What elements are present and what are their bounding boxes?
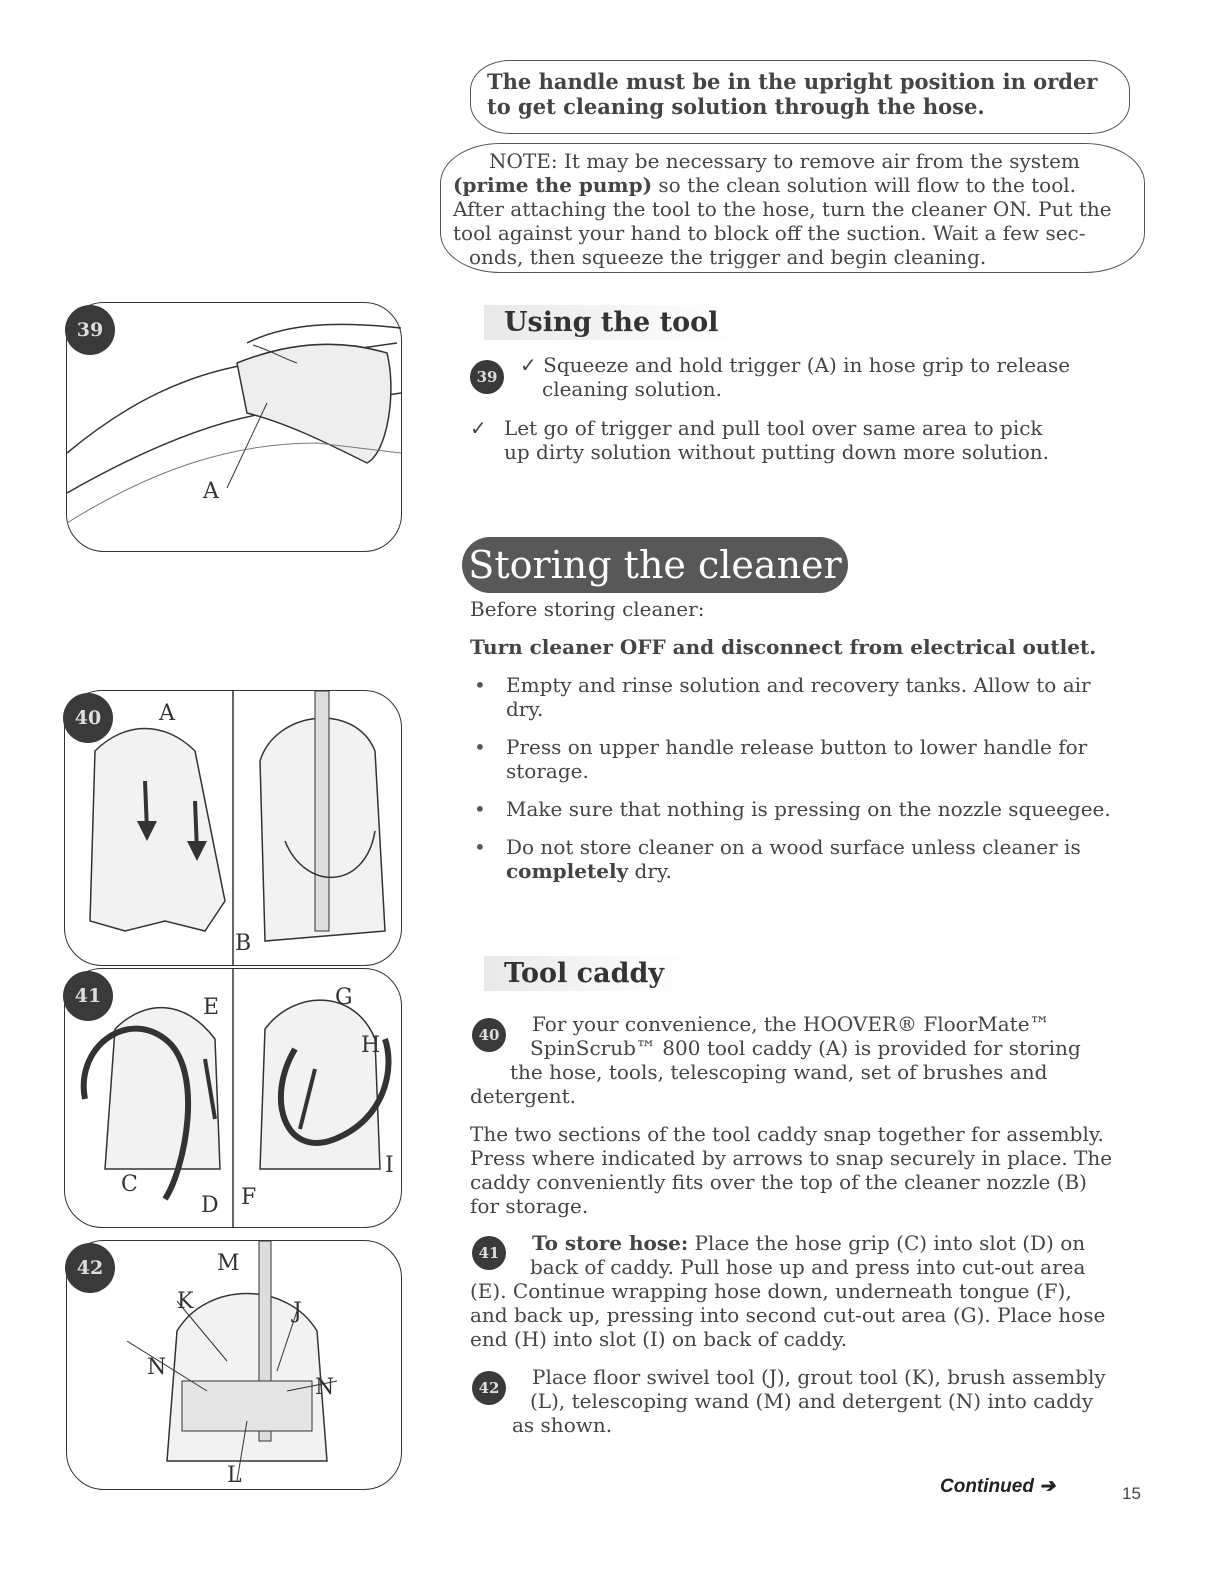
label-j: J (293, 1299, 302, 1324)
label-f: F (241, 1185, 257, 1210)
note-bold: (prime the pump) (453, 173, 653, 197)
bullet-text: • Press on upper handle release button to lower handle for (506, 735, 1088, 759)
bullet-text: • Do not store cleaner on a wood surface unless cleaner is (506, 835, 1081, 859)
para-text: Place floor swivel tool (J), grout tool (K), brush assembly (532, 1365, 1106, 1389)
label-a: A (159, 701, 175, 726)
figure-number-badge: 40 (63, 693, 113, 743)
para-text: the hose, tools, telescoping wand, set of brushes and (510, 1060, 1048, 1084)
bullet-bold: completely (506, 859, 629, 883)
note-label: NOTE: (489, 149, 558, 173)
hose-grip-illustration (67, 303, 401, 551)
item-text: cleaning solution. (542, 377, 722, 401)
step-number: 39 (470, 360, 504, 394)
label-n: N (315, 1375, 335, 1400)
storing-bullet-1 (506, 673, 1091, 721)
storing-bullet-4 (506, 835, 1081, 883)
storing-banner: Storing the cleaner (462, 537, 848, 593)
using-tool-item-1 (520, 353, 1070, 401)
figure-39 (66, 302, 402, 552)
note-text: It may be necessary to remove air from the system (557, 149, 1080, 173)
bullet-text: storage. (506, 759, 589, 783)
step-number: 42 (472, 1371, 506, 1405)
caddy-paragraph-4 (470, 1365, 1106, 1437)
step-number: 40 (472, 1018, 506, 1052)
para-text: (L), telescoping wand (M) and detergent (N) into caddy (530, 1389, 1094, 1413)
para-text: as shown. (512, 1413, 613, 1437)
label-i: I (385, 1153, 394, 1178)
para-text: detergent. (470, 1084, 576, 1108)
figure-number-badge: 39 (65, 305, 115, 355)
para-text: (E). Continue wrapping hose down, underneath tongue (F), (470, 1279, 1072, 1303)
caddy-paragraph-2 (470, 1122, 1112, 1218)
label-l: L (227, 1463, 242, 1488)
tool-caddy-heading: Tool caddy (484, 956, 704, 991)
bullet-text: dry. (628, 859, 672, 883)
caddy-paragraph-3 (470, 1231, 1105, 1351)
para-text: end (H) into slot (I) on back of caddy. (470, 1327, 848, 1351)
figure-number-badge: 41 (63, 971, 113, 1021)
label-a: A (203, 479, 219, 504)
storing-intro: Before storing cleaner: (470, 597, 705, 621)
para-text: The two sections of the tool caddy snap together for assembly. (470, 1122, 1104, 1146)
para-text: and back up, pressing into second cut-out area (G). Place hose (470, 1303, 1106, 1327)
note-text: so the clean solution will flow to the tool. (652, 173, 1077, 197)
note-text: onds, then squeeze the trigger and begin cleaning. (469, 245, 987, 269)
para-text: back of caddy. Pull hose up and press into cut-out area (530, 1255, 1086, 1279)
label-d: D (201, 1193, 219, 1218)
prime-pump-note (440, 143, 1145, 273)
item-text: up dirty solution without putting down more solution. (504, 440, 1049, 464)
para-text: caddy conveniently fits over the top of the cleaner nozzle (B) (470, 1170, 1087, 1194)
label-c: C (121, 1172, 138, 1197)
bullet-text: • Make sure that nothing is pressing on the nozzle squeegee. (506, 797, 1111, 821)
bullet-text: • Empty and rinse solution and recovery tanks. Allow to air (506, 673, 1091, 697)
handle-upright-callout (470, 60, 1130, 134)
para-text: Place the hose grip (C) into slot (D) on (688, 1231, 1086, 1255)
label-h: H (361, 1033, 381, 1058)
label-g: G (335, 985, 353, 1010)
figure-40 (64, 690, 402, 966)
figure-number-badge: 42 (65, 1243, 115, 1293)
page-number: 15 (1122, 1484, 1141, 1503)
check-icon: ✓ (520, 353, 537, 377)
label-b: B (235, 931, 252, 956)
para-bold: To store hose: (532, 1231, 689, 1255)
figure-42 (66, 1240, 402, 1490)
label-n: N (147, 1355, 167, 1380)
using-tool-heading: Using the tool (484, 305, 758, 340)
label-e: E (203, 995, 220, 1020)
para-text: for storage. (470, 1194, 589, 1218)
label-m: M (217, 1251, 240, 1276)
check-icon: ✓ (470, 416, 487, 440)
label-k: K (177, 1289, 194, 1314)
item-text: Let go of trigger and pull tool over same area to pick (504, 416, 1043, 440)
para-text: SpinScrub™ 800 tool caddy (A) is provided for storing (530, 1036, 1081, 1060)
callout-line: to get cleaning solution through the hose. (487, 94, 985, 119)
step-39-badge (470, 360, 504, 394)
bullet-text: dry. (506, 697, 544, 721)
caddy-paragraph-1 (470, 1012, 1081, 1108)
para-text: For your convenience, the HOOVER® FloorMate™ (532, 1012, 1050, 1036)
para-text: Press where indicated by arrows to snap securely in place. The (470, 1146, 1113, 1170)
figure-41 (64, 968, 402, 1228)
caddy-tools-illustration (67, 1241, 401, 1489)
step-number: 41 (472, 1236, 506, 1270)
note-text: After attaching the tool to the hose, turn the cleaner ON. Put the (453, 197, 1112, 221)
note-text: tool against your hand to block off the suction. Wait a few sec- (453, 221, 1086, 245)
callout-line: The handle must be in the upright position in order (487, 69, 1098, 94)
using-tool-item-2 (470, 416, 1049, 464)
item-text: Squeeze and hold trigger (A) in hose grip to release (543, 353, 1071, 377)
caddy-assembly-illustration (65, 691, 401, 965)
storing-bullet-2 (506, 735, 1087, 783)
continued-label: Continued ➔ (940, 1476, 1056, 1497)
storing-warning: Turn cleaner OFF and disconnect from electrical outlet. (470, 635, 1097, 659)
storing-bullet-3 (506, 797, 1111, 821)
